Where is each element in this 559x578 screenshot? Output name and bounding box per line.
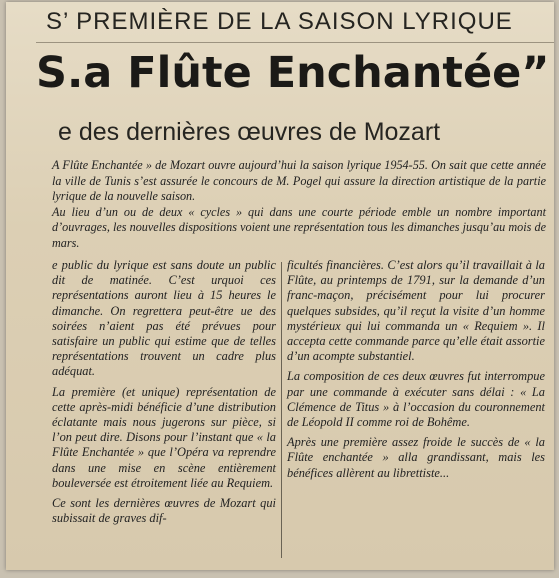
column-paragraph: Ce sont les dernières œuvres de Mozart qui subissait de graves dif- (52, 496, 276, 526)
column-paragraph: La composition de ces deux œuvres fut interrompue par une commande à exécuter sans délai : « La Clémence de Titus » à l’occasion du couronnement de Léopold II comme roi de Bohême. (287, 369, 545, 430)
column-paragraph: La première (et unique) représentation de cette après-midi bénéficie d’une distribution éclatante mais nous jugerons sur pièce, si l’on peut dire. Disons pour l’instant que « la Flûte Enchantée » que l’Opéra va reprendre dans une mise en scène entièrement bouleversée est étroitement liée au Requiem. (52, 384, 276, 490)
headline-title: S.a Flûte Enchantée” (36, 48, 550, 98)
column-paragraph: e public du lyrique est sans doute un public dit de matinée. C’est urquoi ces représentations auront lieu à 15 heures le dimanche. On regrettera peut-être ue des soirées n’aient pas été prévues pour satisfaire un public qui estime que de telles représentations trouvent un cadre plus adéquat. (52, 258, 276, 379)
headline-kicker: S’ PREMIÈRE DE LA SAISON LYRIQUE (46, 8, 513, 35)
intro-paragraph: A Flûte Enchantée » de Mozart ouvre aujourd’hui la saison lyrique 1954-55. On sait que cette année la ville de Tunis s’est assurée le concours de M. Pogel qui assure la direction artistique de la partie lyrique de la nouvelle saison. (52, 158, 546, 203)
column-right (287, 258, 545, 486)
column-paragraph: Après une première assez froide le succès de « la Flûte enchantée » alla grandissant, mais les bénéfices allèrent au librettiste... (287, 435, 545, 480)
intro-paragraph: Au lieu d’un ou de deux « cycles » qui dans une courte période emble un nombre important d’ouvrages, les nouvelles dispositions voient une représentation tous les dimanches jusqu’au mois de mars. (52, 204, 546, 250)
headline-subtitle: e des dernières œuvres de Mozart (58, 118, 441, 146)
column-paragraph: ficultés financières. C’est alors qu’il travaillait à la Flûte, au printemps de 1791, sur la demande d’un franc-maçon, précisément pour lui procurer quelques subsides, qu’il reçut la visite d’un homme mystérieux qui lui commanda un « Requiem ». Il accepta cette commande parce qu’elle était assortie d’un acompte substantiel. (287, 258, 545, 364)
intro-block (52, 158, 546, 251)
column-left (52, 258, 276, 531)
newspaper-clipping (6, 2, 554, 570)
headline-rule (36, 42, 554, 43)
column-divider (281, 262, 282, 558)
